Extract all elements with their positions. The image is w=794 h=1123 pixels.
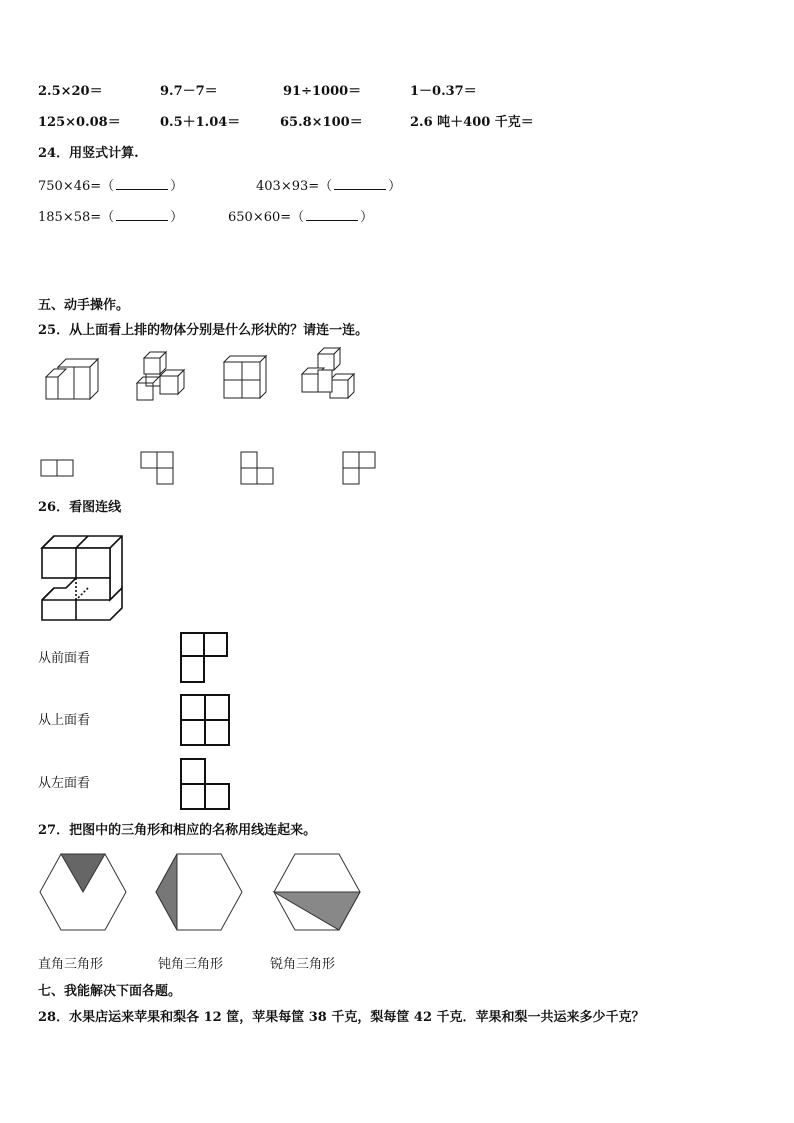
triangle-name: 锐角三角形 xyxy=(270,957,336,972)
calc-item: 2.6 吨＋400 千克＝ xyxy=(410,115,534,130)
view-shape[interactable] xyxy=(178,756,234,812)
view-label-left: 从左面看 xyxy=(38,776,91,791)
question-title: 26．看图连线 xyxy=(38,500,122,515)
calc-item: 65.8×100＝ xyxy=(280,115,363,130)
calc-item: 2.5×20＝ xyxy=(38,84,103,99)
question-title: 28．水果店运来苹果和梨各 12 筐，苹果每筐 38 千克，梨每筐 42 千克．苹果和梨一共运来多少千克？ xyxy=(38,1010,645,1025)
triangle-name: 直角三角形 xyxy=(38,957,104,972)
vertical-calc-item xyxy=(38,177,183,195)
view-label-top: 从上面看 xyxy=(38,713,91,728)
cube-stack-figure xyxy=(220,352,270,402)
cube-solid-figure xyxy=(38,528,133,623)
expression: 750×46= xyxy=(38,179,102,194)
paren-open: （ xyxy=(101,179,115,194)
expression: 403×93= xyxy=(256,179,320,194)
section-title: 七、我能解决下面各题。 xyxy=(38,984,182,999)
question-title: 24．用竖式计算. xyxy=(38,146,139,161)
triangle-name: 钝角三角形 xyxy=(158,957,224,972)
calc-item: 9.7－7＝ xyxy=(160,84,218,99)
vertical-calc-item xyxy=(228,208,373,226)
view-shape[interactable] xyxy=(178,692,234,748)
paren-close: ） xyxy=(388,179,402,194)
top-view-shape[interactable] xyxy=(140,450,176,488)
paren-open: （ xyxy=(291,210,305,225)
cube-stack-figure xyxy=(40,345,110,405)
section-title: 五、动手操作。 xyxy=(38,298,130,313)
expression: 185×58= xyxy=(38,210,102,225)
top-view-shape[interactable] xyxy=(342,450,378,488)
question-title: 25．从上面看上排的物体分别是什么形状的？请连一连。 xyxy=(38,323,369,338)
cube-stack-figure xyxy=(298,346,358,402)
top-view-shape[interactable] xyxy=(240,450,276,488)
view-label-front: 从前面看 xyxy=(38,651,91,666)
paren-close: ） xyxy=(360,210,374,225)
paren-open: （ xyxy=(101,210,115,225)
hexagon-triangle-figure[interactable] xyxy=(38,852,128,934)
view-shape[interactable] xyxy=(178,630,232,686)
calc-item: 0.5＋1.04＝ xyxy=(160,115,241,130)
vertical-calc-item xyxy=(256,177,401,195)
expression: 650×60= xyxy=(228,210,292,225)
calc-item: 91÷1000＝ xyxy=(283,84,362,99)
question-title: 27．把图中的三角形和相应的名称用线连起来。 xyxy=(38,823,317,838)
hexagon-triangle-figure[interactable] xyxy=(272,852,362,934)
paren-close: ） xyxy=(170,179,184,194)
hexagon-triangle-figure[interactable] xyxy=(154,852,244,934)
calc-item: 1－0.37＝ xyxy=(410,84,477,99)
answer-blank[interactable] xyxy=(116,177,168,190)
paren-open: （ xyxy=(319,179,333,194)
top-view-shape[interactable] xyxy=(40,458,76,478)
calc-item: 125×0.08＝ xyxy=(38,115,121,130)
paren-close: ） xyxy=(170,210,184,225)
cube-stack-figure xyxy=(132,350,192,405)
answer-blank[interactable] xyxy=(116,208,168,221)
answer-blank[interactable] xyxy=(334,177,386,190)
vertical-calc-item xyxy=(38,208,183,226)
answer-blank[interactable] xyxy=(306,208,358,221)
